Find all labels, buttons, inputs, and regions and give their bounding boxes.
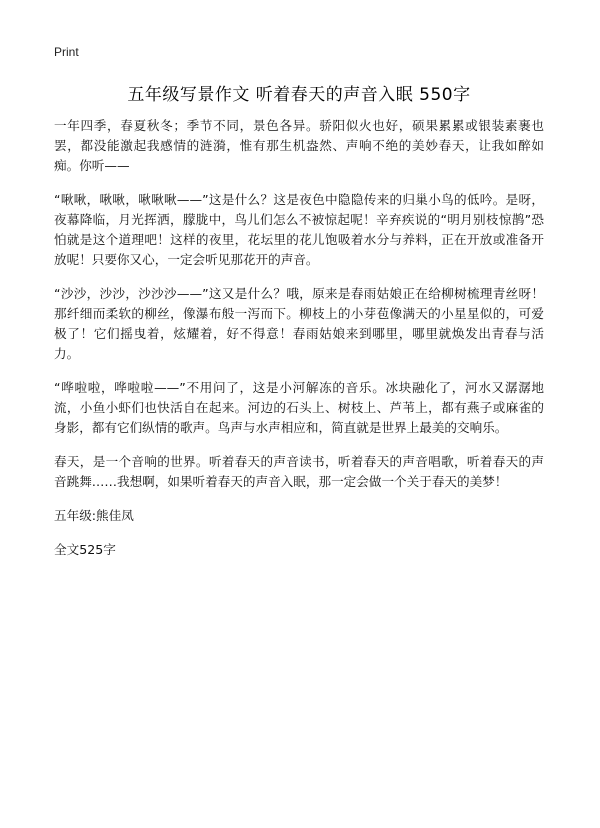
article-author: 五年级:熊佳凤 [54, 508, 134, 523]
article-word-count: 全文525字 [54, 542, 116, 557]
article-body [54, 116, 544, 560]
article-paragraph-5: 春天，是一个音响的世界。听着春天的声音读书，听着春天的声音唱歌，听着春天的声音跳舞……我想啊，如果听着春天的声音入眠，那一定会做一个关于春天的美梦！ [54, 454, 544, 489]
article-paragraph-3: “沙沙，沙沙，沙沙沙——”这又是什么？哦，原来是春雨姑娘正在给柳树梳理青丝呀！那纤细而柔软的柳丝，像瀑布般一泻而下。柳枝上的小芽苞像满天的小星星似的，可爱极了！它们摇曳着，炫耀着，好不得意！春雨姑娘来到哪里，哪里就焕发出青春与活力。 [54, 286, 544, 361]
article-paragraph-4: “哗啦啦，哗啦啦——”不用问了，这是小河解冻的音乐。冰块融化了，河水又潺潺地流，小鱼小虾们也快活自在起来。河边的石头上、树枝上、芦苇上，都有燕子或麻雀的身影，都有它们纵情的歌声。鸟声与水声相应和，简直就是世界上最美的交响乐。 [54, 380, 544, 435]
article-title: 五年级写景作文 听着春天的声音入眠 550字 [127, 85, 471, 105]
article-paragraph-2: “啾啾，啾啾，啾啾啾——”这是什么？这是夜色中隐隐传来的归巢小鸟的低吟。是呀，夜幕降临，月光挥洒，朦胧中，鸟儿们怎么不被惊起呢！辛弃疾说的“明月别枝惊鹊”恐怕就是这个道理吧！这样的夜里，花坛里的花儿饱吸着水分与养料，正在开放或准备开放呢！只要你又心，一定会听见那花开的声音。 [54, 192, 544, 267]
article-paragraph-1: 一年四季，春夏秋冬；季节不同，景色各异。骄阳似火也好，硕果累累或银装素裹也罢，都没能激起我感情的涟漪，惟有那生机盎然、声响不绝的美妙春天，让我如醉如痴。你听—— [54, 118, 544, 173]
print-link[interactable]: Print [54, 45, 79, 59]
